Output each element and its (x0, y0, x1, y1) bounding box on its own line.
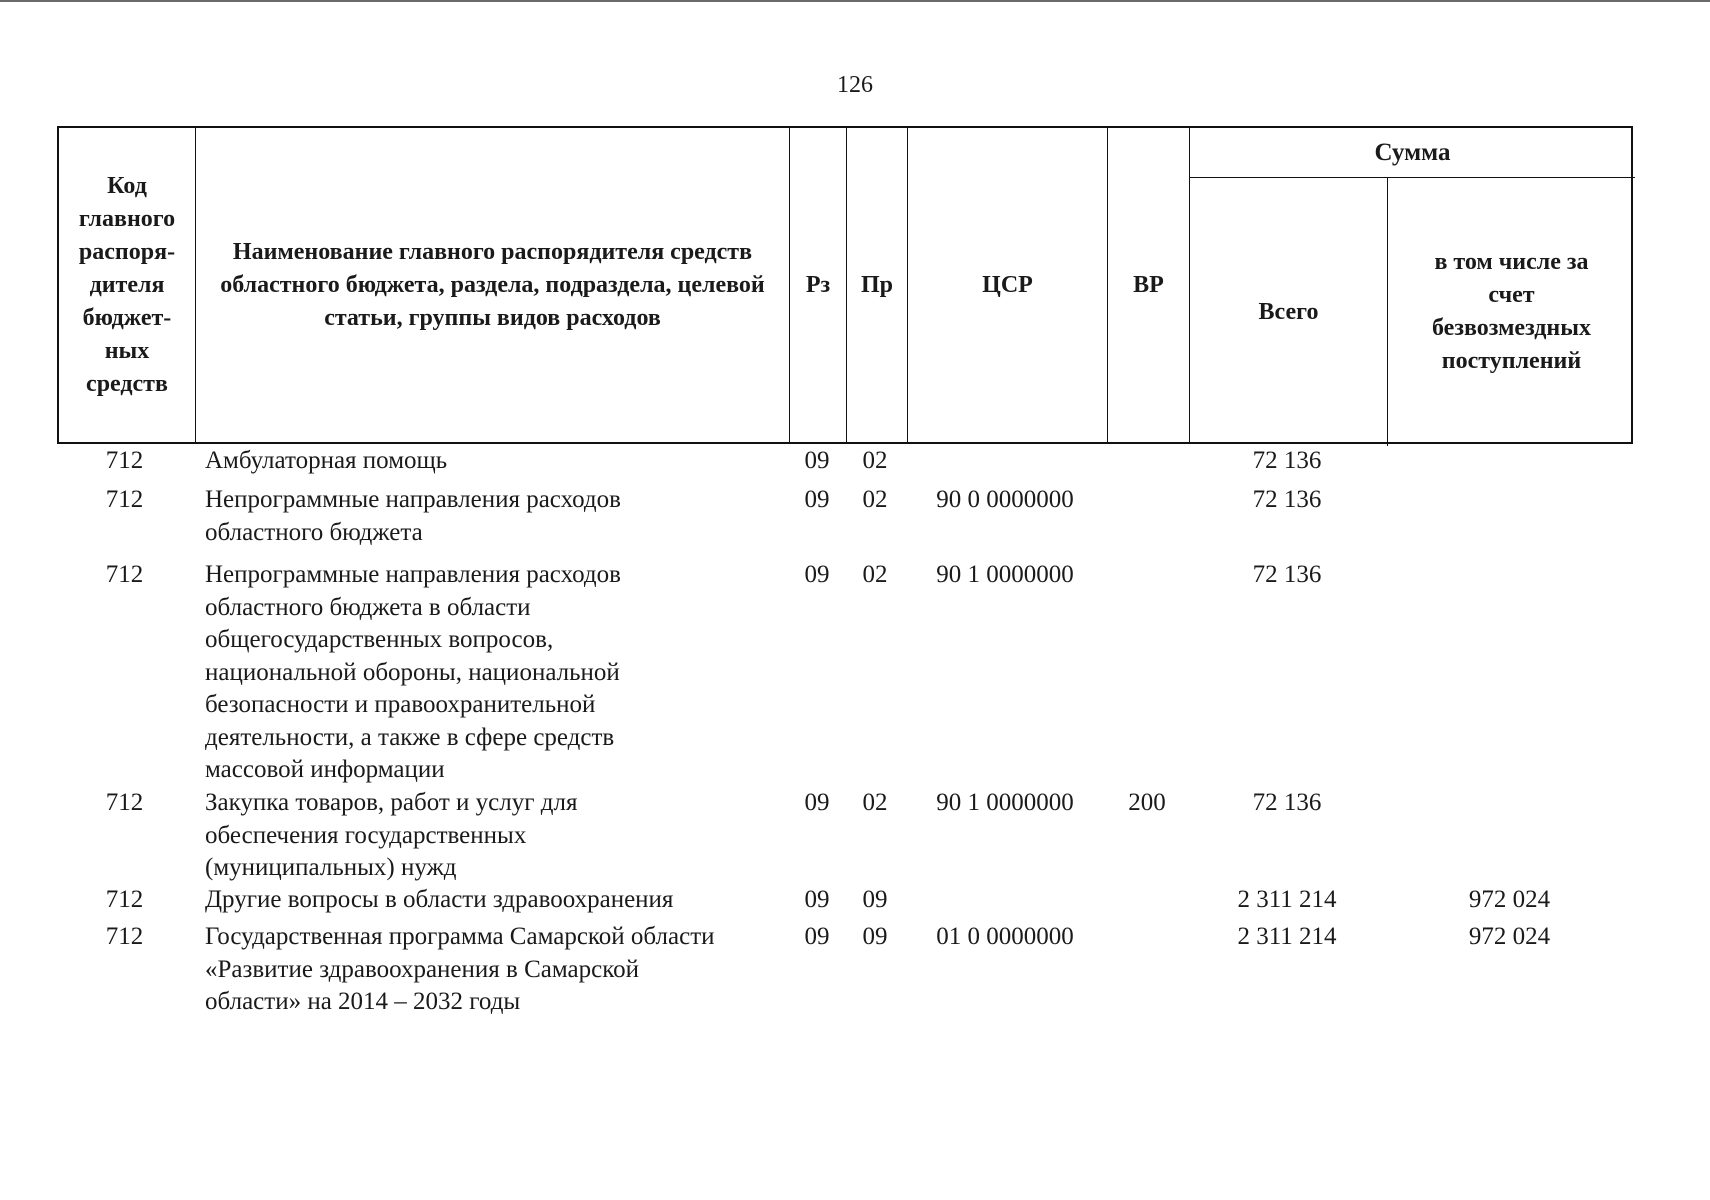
cell-rz: 09 (804, 923, 830, 950)
cell-rz: 09 (804, 447, 830, 474)
cell-pr: 02 (862, 486, 888, 513)
cell-free: 972 024 (1468, 886, 1551, 913)
cell-pr: 09 (862, 923, 888, 950)
cell-code: 712 (105, 561, 144, 588)
header-total (1190, 178, 1388, 446)
header-pr-label: Пр (860, 271, 893, 298)
header-csr-label: ЦСР (982, 271, 1033, 298)
header-sum-group (1190, 128, 1635, 442)
cell-pr: 02 (862, 561, 888, 588)
cell-total: 72 136 (1252, 561, 1322, 588)
cell-total: 72 136 (1252, 789, 1322, 816)
cell-name: Непрограммные направления расходов областного бюджета в области общегосударственных вопросов, национальной обороны, национальной безопасности и правоохранительной деятельности, а также в сфере средств массовой информации (205, 561, 621, 783)
header-csr (908, 128, 1108, 442)
header-name-label: Наименование главного распорядителя средств областного бюджета, раздела, подраздела, целевой статьи, группы видов расходов (220, 238, 765, 331)
header-free (1388, 178, 1635, 446)
cell-code: 712 (105, 886, 144, 913)
cell-total: 2 311 214 (1237, 886, 1337, 913)
table-header (57, 126, 1633, 444)
cell-total: 72 136 (1252, 486, 1322, 513)
top-rule (0, 0, 1710, 2)
cell-vr: 200 (1128, 789, 1166, 816)
cell-free: 972 024 (1468, 923, 1551, 950)
cell-csr: 01 0 0000000 (936, 923, 1074, 950)
header-code-label: Код главного распоря-дителя бюджет-ных средств (78, 172, 176, 397)
cell-rz: 09 (804, 886, 830, 913)
cell-csr: 90 0 0000000 (936, 486, 1074, 513)
page-number: 126 (837, 72, 873, 98)
cell-name: Другие вопросы в области здравоохранения (205, 886, 674, 913)
cell-code: 712 (105, 447, 144, 474)
header-rz (790, 128, 847, 442)
cell-name: Государственная программа Самарской области «Развитие здравоохранения в Самарской области» на 2014 – 2032 годы (205, 923, 715, 1015)
header-sum: Сумма (1190, 128, 1635, 178)
cell-pr: 09 (862, 886, 888, 913)
header-vr (1108, 128, 1190, 442)
cell-csr: 90 1 0000000 (936, 561, 1074, 588)
header-name (196, 128, 790, 442)
cell-pr: 02 (862, 789, 888, 816)
cell-rz: 09 (804, 486, 830, 513)
header-code (59, 128, 196, 442)
header-free-label: в том числе за счет безвозмездных поступлений (1432, 249, 1591, 374)
header-pr (847, 128, 908, 442)
cell-csr: 90 1 0000000 (936, 789, 1074, 816)
header-vr-label: ВР (1133, 271, 1164, 298)
cell-total: 72 136 (1252, 447, 1322, 474)
header-total-label: Всего (1258, 298, 1319, 325)
cell-code: 712 (105, 923, 144, 950)
cell-name: Амбулаторная помощь (205, 447, 448, 474)
cell-name: Непрограммные направления расходов областного бюджета (205, 486, 621, 546)
cell-total: 2 311 214 (1237, 923, 1337, 950)
cell-code: 712 (105, 486, 144, 513)
cell-code: 712 (105, 789, 144, 816)
header-rz-label: Рз (805, 271, 831, 298)
cell-name: Закупка товаров, работ и услуг для обеспечения государственных (муниципальных) нужд (205, 789, 578, 881)
cell-pr: 02 (862, 447, 888, 474)
cell-rz: 09 (804, 789, 830, 816)
cell-rz: 09 (804, 561, 830, 588)
